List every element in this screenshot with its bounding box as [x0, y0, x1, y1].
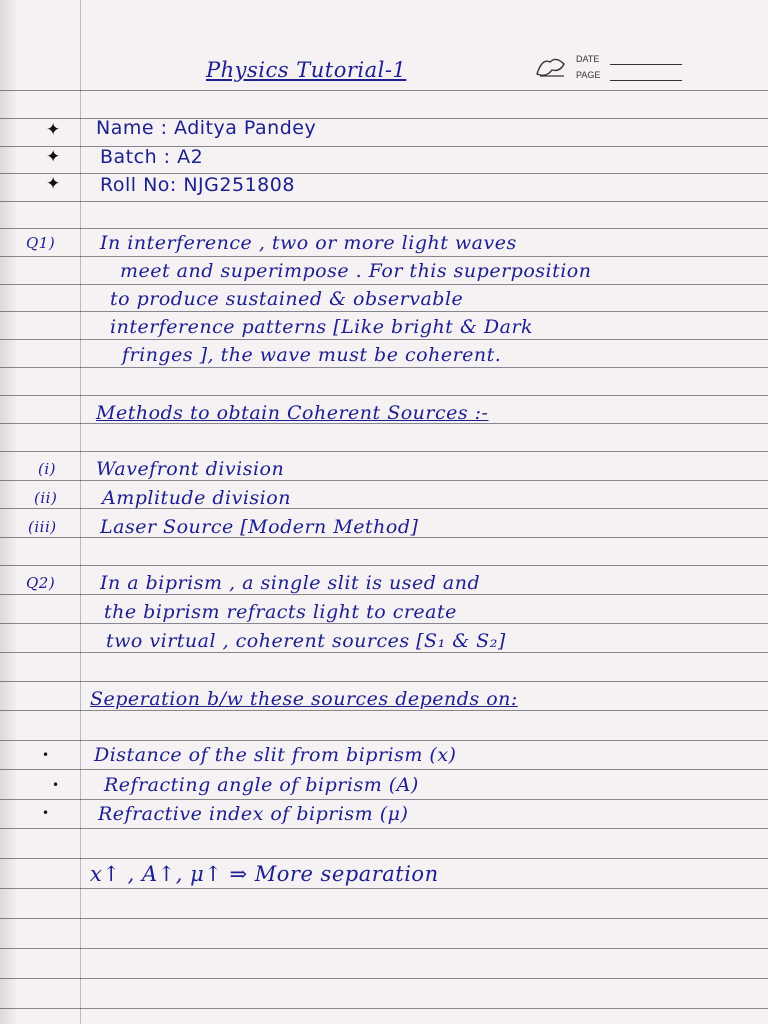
ruled-line	[0, 451, 768, 452]
question-label: Q2)	[26, 574, 56, 592]
notebook-logo-icon	[534, 54, 568, 80]
ruled-line	[0, 228, 768, 229]
answer-line: to produce sustained & observable	[110, 288, 464, 310]
answer-line: interference patterns [Like bright & Dark	[110, 316, 534, 338]
ruled-line	[0, 367, 768, 368]
method-number: (ii)	[34, 489, 58, 507]
ruled-line	[0, 888, 768, 889]
ruled-line	[0, 1008, 768, 1009]
ruled-line	[0, 594, 768, 595]
method-number: (i)	[38, 460, 57, 478]
answer-line: the biprism refracts light to create	[104, 601, 457, 623]
factor-item: Refractive index of biprism (μ)	[98, 803, 409, 825]
ruled-line	[0, 90, 768, 91]
bullet-dot-icon: •	[52, 778, 60, 792]
ruled-line	[0, 623, 768, 624]
ruled-line	[0, 256, 768, 257]
date-page-box	[534, 50, 704, 90]
student-roll: Roll No: NJG251808	[100, 174, 295, 196]
ruled-line	[0, 828, 768, 829]
ruled-line	[0, 799, 768, 800]
question-label: Q1)	[26, 234, 56, 252]
margin-line	[80, 0, 81, 1024]
answer-line: two virtual , coherent sources [S₁ & S₂]	[106, 630, 506, 652]
ruled-line	[0, 480, 768, 481]
ruled-line	[0, 710, 768, 711]
date-line	[610, 64, 682, 65]
bullet-icon: ✦	[46, 120, 61, 140]
ruled-line	[0, 284, 768, 285]
answer-line: In interference , two or more light waves	[100, 232, 517, 254]
bullet-icon: ✦	[46, 147, 61, 167]
answer-line: meet and superimpose . For this superposition	[120, 260, 592, 282]
method-item: Amplitude division	[102, 487, 291, 509]
method-item: Wavefront division	[96, 458, 285, 480]
page-line	[610, 80, 682, 81]
ruled-line	[0, 565, 768, 566]
factor-item: Refracting angle of biprism (A)	[104, 774, 419, 796]
ruled-line	[0, 201, 768, 202]
ruled-line	[0, 918, 768, 919]
ruled-line	[0, 681, 768, 682]
answer-line: In a biprism , a single slit is used and	[100, 572, 481, 594]
page-title: Physics Tutorial-1	[206, 58, 407, 82]
date-label: DATE	[576, 54, 600, 64]
ruled-line	[0, 740, 768, 741]
method-item: Laser Source [Modern Method]	[100, 516, 419, 538]
ruled-line	[0, 948, 768, 949]
student-name: Name : Aditya Pandey	[96, 117, 317, 139]
ruled-line	[0, 339, 768, 340]
bullet-dot-icon: •	[42, 748, 50, 762]
ruled-line	[0, 652, 768, 653]
ruled-line	[0, 311, 768, 312]
ruled-line	[0, 395, 768, 396]
methods-heading: Methods to obtain Coherent Sources :-	[96, 402, 489, 424]
page-label: PAGE	[576, 70, 601, 80]
bullet-dot-icon: •	[42, 806, 50, 820]
bullet-icon: ✦	[46, 174, 61, 194]
student-batch: Batch : A2	[100, 146, 204, 168]
method-number: (iii)	[28, 518, 57, 536]
separation-heading: Seperation b/w these sources depends on:	[90, 688, 518, 710]
factor-item: Distance of the slit from biprism (x)	[94, 744, 457, 766]
ruled-line	[0, 978, 768, 979]
ruled-line	[0, 769, 768, 770]
ruled-line	[0, 858, 768, 859]
answer-line: fringes ], the wave must be coherent.	[122, 344, 502, 366]
conclusion: x↑ , A↑, μ↑ ⇒ More separation	[90, 862, 439, 886]
